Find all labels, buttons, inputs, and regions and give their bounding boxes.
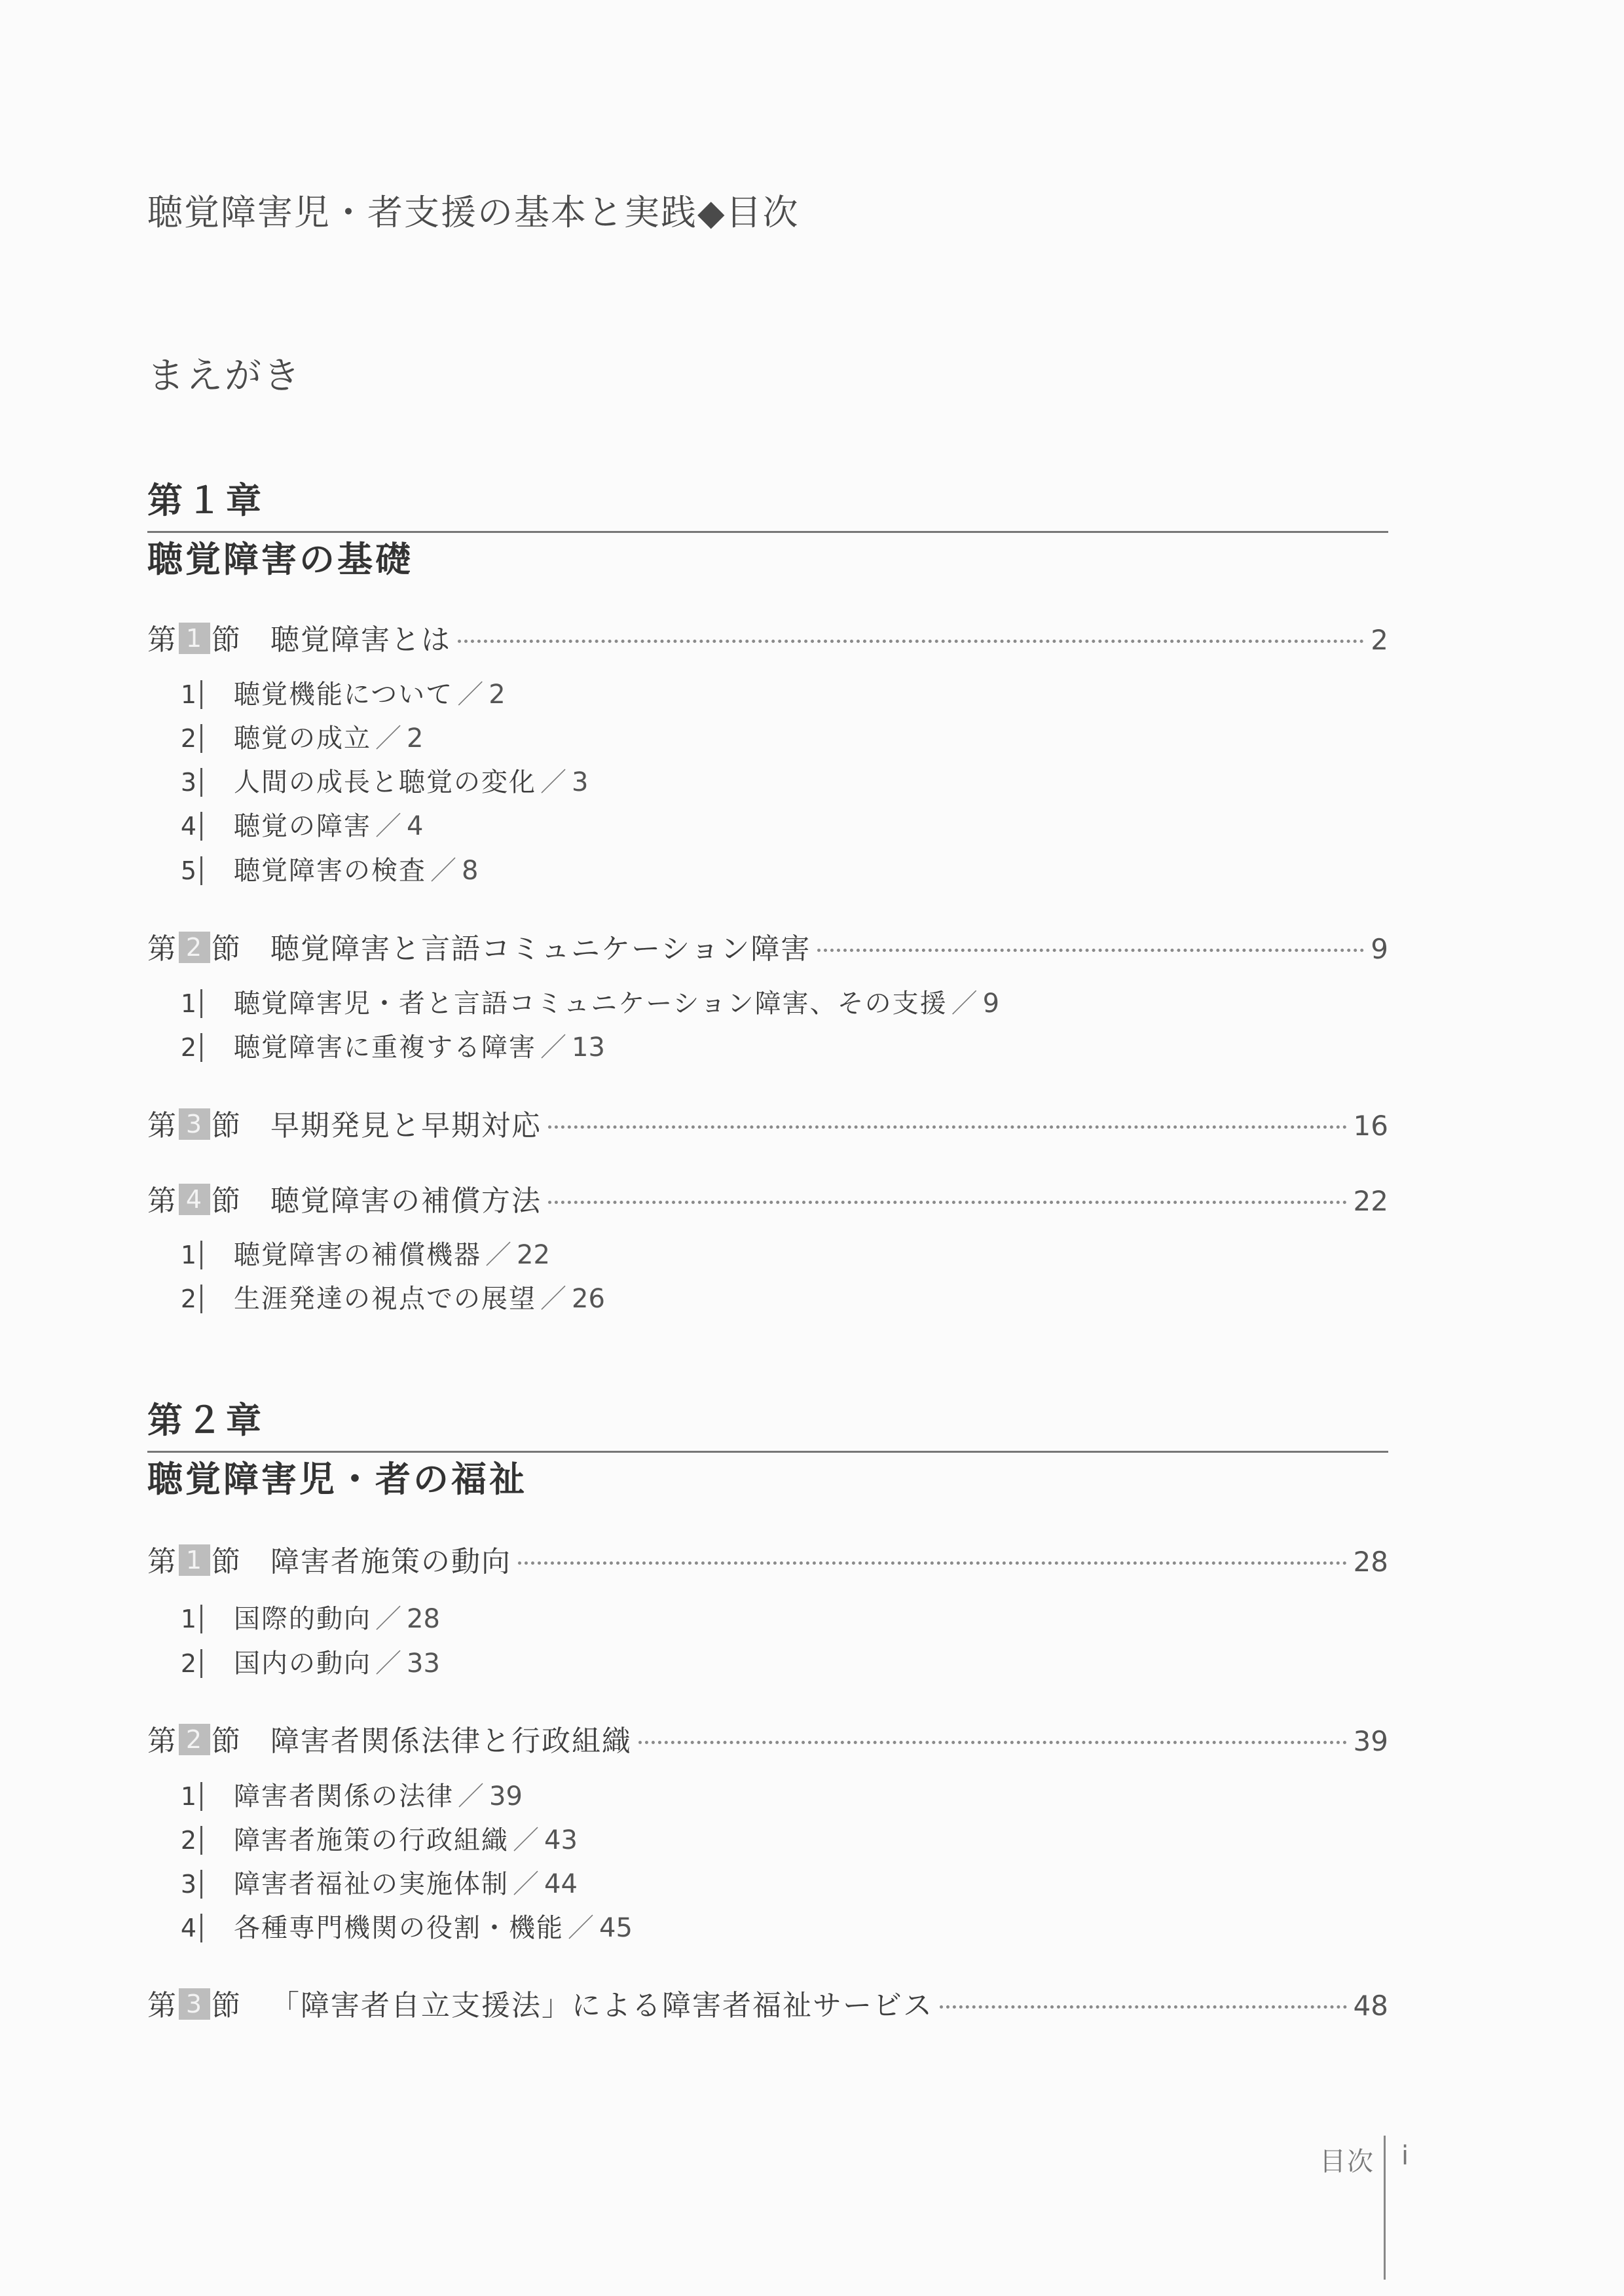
item-page-number: 2 bbox=[407, 723, 424, 754]
chapter-number: 第２章 bbox=[147, 1400, 265, 1441]
item-title: 聴覚障害の検査 bbox=[234, 856, 426, 886]
leader-dots bbox=[548, 1125, 1347, 1129]
chapter-divider bbox=[147, 1451, 1388, 1453]
toc-entry-preface[interactable]: まえがき bbox=[147, 355, 302, 397]
toc-item[interactable] bbox=[177, 807, 423, 846]
chapter-divider bbox=[147, 531, 1388, 533]
item-page-number: 43 bbox=[544, 1825, 578, 1855]
page-separator: ／ bbox=[375, 1649, 401, 1679]
item-number: 1 bbox=[177, 989, 202, 1018]
item-number: 5 bbox=[177, 856, 202, 885]
section-label: 第 3 節 bbox=[147, 1989, 242, 2022]
section-title: 聴覚障害と言語コミュニケーション障害 bbox=[270, 932, 811, 966]
item-page-number: 28 bbox=[407, 1604, 440, 1634]
toc-item[interactable] bbox=[177, 1235, 550, 1275]
item-number: 2 bbox=[177, 1826, 202, 1855]
toc-section[interactable] bbox=[147, 1985, 1388, 2027]
item-title: 聴覚障害児・者と言語コミュニケーション障害、その支援 bbox=[234, 989, 948, 1019]
item-number: 2 bbox=[177, 1285, 202, 1313]
item-number: 2 bbox=[177, 1649, 202, 1678]
toc-item[interactable] bbox=[177, 1028, 605, 1067]
leader-dots bbox=[548, 1201, 1347, 1204]
chapter-1-header bbox=[147, 475, 1388, 585]
section-label: 第 1 節 bbox=[147, 623, 242, 657]
item-number: 1 bbox=[177, 680, 202, 709]
leader-dots bbox=[458, 640, 1364, 643]
section-page-number: 39 bbox=[1353, 1725, 1388, 1757]
chapter-number: 第１章 bbox=[147, 480, 265, 521]
item-page-number: 45 bbox=[599, 1913, 633, 1943]
leader-dots bbox=[518, 1561, 1347, 1565]
leader-dots bbox=[817, 949, 1364, 952]
page-separator: ／ bbox=[513, 1869, 539, 1899]
item-number: 1 bbox=[177, 1241, 202, 1269]
section-page-number: 9 bbox=[1371, 933, 1388, 965]
page-separator: ／ bbox=[540, 1284, 566, 1314]
section-number-badge: 1 bbox=[179, 1544, 210, 1576]
section-page-number: 48 bbox=[1353, 1990, 1388, 2022]
toc-item[interactable] bbox=[177, 851, 478, 890]
section-label: 第 2 節 bbox=[147, 1724, 242, 1758]
page-separator: ／ bbox=[540, 767, 566, 797]
toc-section[interactable] bbox=[147, 1721, 1388, 1762]
section-page-number: 16 bbox=[1353, 1110, 1388, 1142]
page-separator: ／ bbox=[458, 1781, 484, 1812]
page-separator: ／ bbox=[375, 1604, 401, 1634]
toc-item[interactable] bbox=[177, 1821, 578, 1860]
chapter-2-header bbox=[147, 1394, 1388, 1505]
item-title: 人間の成長と聴覚の変化 bbox=[234, 767, 536, 797]
section-number-badge: 4 bbox=[179, 1184, 210, 1215]
toc-item[interactable] bbox=[177, 1865, 578, 1904]
toc-item[interactable] bbox=[177, 1279, 605, 1319]
footer-label: 目次 bbox=[1320, 2147, 1375, 2177]
item-page-number: 4 bbox=[407, 811, 424, 841]
page-separator: ／ bbox=[540, 1032, 566, 1063]
page-separator: ／ bbox=[951, 989, 978, 1019]
toc-item[interactable] bbox=[177, 1644, 440, 1683]
section-number-badge: 2 bbox=[179, 932, 210, 963]
toc-item[interactable] bbox=[177, 719, 423, 758]
item-title: 障害者関係の法律 bbox=[234, 1781, 454, 1812]
section-title: 聴覚障害とは bbox=[270, 623, 451, 657]
toc-item[interactable] bbox=[177, 675, 506, 714]
footer-divider bbox=[1384, 2136, 1386, 2280]
item-title: 聴覚障害の補償機器 bbox=[234, 1240, 481, 1270]
page-separator: ／ bbox=[457, 680, 484, 710]
item-title: 聴覚機能について bbox=[234, 680, 454, 710]
item-page-number: 8 bbox=[462, 856, 479, 886]
item-number: 4 bbox=[177, 1914, 202, 1942]
toc-item[interactable] bbox=[177, 763, 588, 802]
section-title: 障害者関係法律と行政組織 bbox=[270, 1724, 632, 1758]
toc-section[interactable] bbox=[147, 619, 1388, 661]
item-page-number: 9 bbox=[982, 989, 1000, 1019]
section-label: 第 4 節 bbox=[147, 1184, 242, 1218]
toc-section[interactable] bbox=[147, 1105, 1388, 1147]
chapter-title[interactable]: 聴覚障害の基礎 bbox=[147, 539, 413, 580]
item-page-number: 44 bbox=[544, 1869, 578, 1899]
item-page-number: 22 bbox=[517, 1240, 550, 1270]
section-number-badge: 2 bbox=[179, 1724, 210, 1755]
section-label: 第 1 節 bbox=[147, 1545, 242, 1578]
section-number-badge: 1 bbox=[179, 623, 210, 654]
page-separator: ／ bbox=[485, 1240, 511, 1270]
toc-item[interactable] bbox=[177, 1599, 440, 1639]
section-page-number: 28 bbox=[1353, 1546, 1388, 1578]
section-page-number: 2 bbox=[1371, 624, 1388, 656]
item-page-number: 13 bbox=[572, 1032, 605, 1063]
toc-section[interactable] bbox=[147, 1180, 1388, 1222]
section-number-badge: 3 bbox=[179, 1988, 210, 2020]
item-title: 障害者福祉の実施体制 bbox=[234, 1869, 509, 1899]
item-number: 1 bbox=[177, 1782, 202, 1811]
section-title: 障害者施策の動向 bbox=[270, 1545, 511, 1578]
item-number: 1 bbox=[177, 1605, 202, 1633]
item-number: 4 bbox=[177, 812, 202, 841]
book-title: 聴覚障害児・者支援の基本と実践◆目次 bbox=[147, 192, 800, 233]
item-page-number: 26 bbox=[572, 1284, 605, 1314]
section-page-number: 22 bbox=[1353, 1185, 1388, 1217]
toc-item[interactable] bbox=[177, 984, 999, 1023]
section-title: 聴覚障害の補償方法 bbox=[270, 1184, 542, 1218]
toc-section[interactable] bbox=[147, 928, 1388, 970]
item-title: 国内の動向 bbox=[234, 1649, 371, 1679]
page-separator: ／ bbox=[513, 1825, 539, 1855]
item-title: 聴覚の障害 bbox=[234, 811, 371, 841]
item-number: 3 bbox=[177, 1870, 202, 1899]
page-separator: ／ bbox=[430, 856, 456, 886]
item-page-number: 3 bbox=[572, 767, 589, 797]
section-label: 第 3 節 bbox=[147, 1109, 242, 1142]
leader-dots bbox=[940, 2005, 1347, 2009]
item-number: 2 bbox=[177, 724, 202, 753]
page-separator: ／ bbox=[375, 811, 401, 841]
section-title: 「障害者自立支援法」による障害者福祉サービス bbox=[270, 1989, 933, 2022]
footer-page-number: i bbox=[1401, 2141, 1409, 2171]
leader-dots bbox=[638, 1741, 1347, 1744]
item-title: 聴覚障害に重複する障害 bbox=[234, 1032, 536, 1063]
chapter-title[interactable]: 聴覚障害児・者の福祉 bbox=[147, 1459, 527, 1500]
item-title: 生涯発達の視点での展望 bbox=[234, 1284, 536, 1314]
section-number-badge: 3 bbox=[179, 1108, 210, 1140]
item-page-number: 2 bbox=[489, 680, 506, 710]
item-page-number: 39 bbox=[489, 1781, 523, 1812]
item-title: 国際的動向 bbox=[234, 1604, 371, 1634]
item-page-number: 33 bbox=[407, 1649, 440, 1679]
item-title: 聴覚の成立 bbox=[234, 723, 371, 754]
toc-section[interactable] bbox=[147, 1541, 1388, 1583]
page-separator: ／ bbox=[568, 1913, 594, 1943]
toc-item[interactable] bbox=[177, 1908, 633, 1948]
item-title: 各種専門機関の役割・機能 bbox=[234, 1913, 564, 1943]
toc-item[interactable] bbox=[177, 1777, 523, 1816]
page-separator: ／ bbox=[375, 723, 401, 754]
item-number: 2 bbox=[177, 1033, 202, 1062]
item-title: 障害者施策の行政組織 bbox=[234, 1825, 509, 1855]
section-title: 早期発見と早期対応 bbox=[270, 1109, 542, 1142]
section-label: 第 2 節 bbox=[147, 932, 242, 966]
item-number: 3 bbox=[177, 768, 202, 797]
